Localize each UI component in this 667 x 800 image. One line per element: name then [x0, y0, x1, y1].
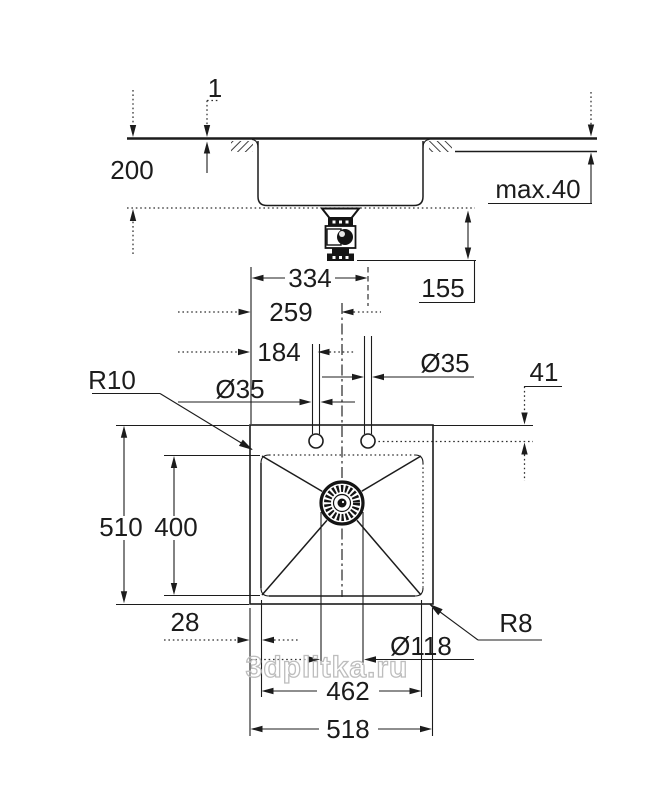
dim-41-label: 41 [529, 357, 559, 387]
dim-184-label: 184 [257, 337, 301, 367]
dim-462-label: 462 [326, 676, 370, 706]
dim-518-label: 518 [326, 714, 370, 744]
dim-countertop-thickness-label: max.40 [495, 174, 581, 204]
drain-stem [332, 248, 349, 254]
dim-r10-label: R10 [88, 365, 136, 395]
countertop-hatch-right [429, 141, 452, 152]
dim-400-label: 400 [154, 512, 198, 542]
countertop-hatch-left [231, 141, 253, 152]
faucet-hole-right [361, 434, 375, 448]
dim-o35-left-label: Ø35 [215, 374, 265, 404]
dim-510-label: 510 [99, 512, 143, 542]
drain-flange [322, 209, 359, 219]
dim-o35-right-label: Ø35 [420, 348, 470, 378]
dim-r8-label: R8 [499, 608, 533, 638]
dim-rim-height-label: 1 [207, 73, 223, 103]
dim-334-label: 334 [288, 263, 332, 293]
dim-259-label: 259 [269, 297, 313, 327]
drain-plug [338, 499, 347, 508]
dim-28-label: 28 [170, 607, 200, 637]
dim-o118-label: Ø118 [390, 631, 452, 661]
faucet-hole-left [309, 434, 323, 448]
watermark: 3dplitka.ru [245, 651, 409, 684]
drain-plan [321, 482, 363, 524]
drain-valve-knob [337, 229, 353, 245]
dim-drain-height-label: 155 [421, 273, 465, 303]
dim-bowl-depth-label: 200 [110, 155, 154, 185]
